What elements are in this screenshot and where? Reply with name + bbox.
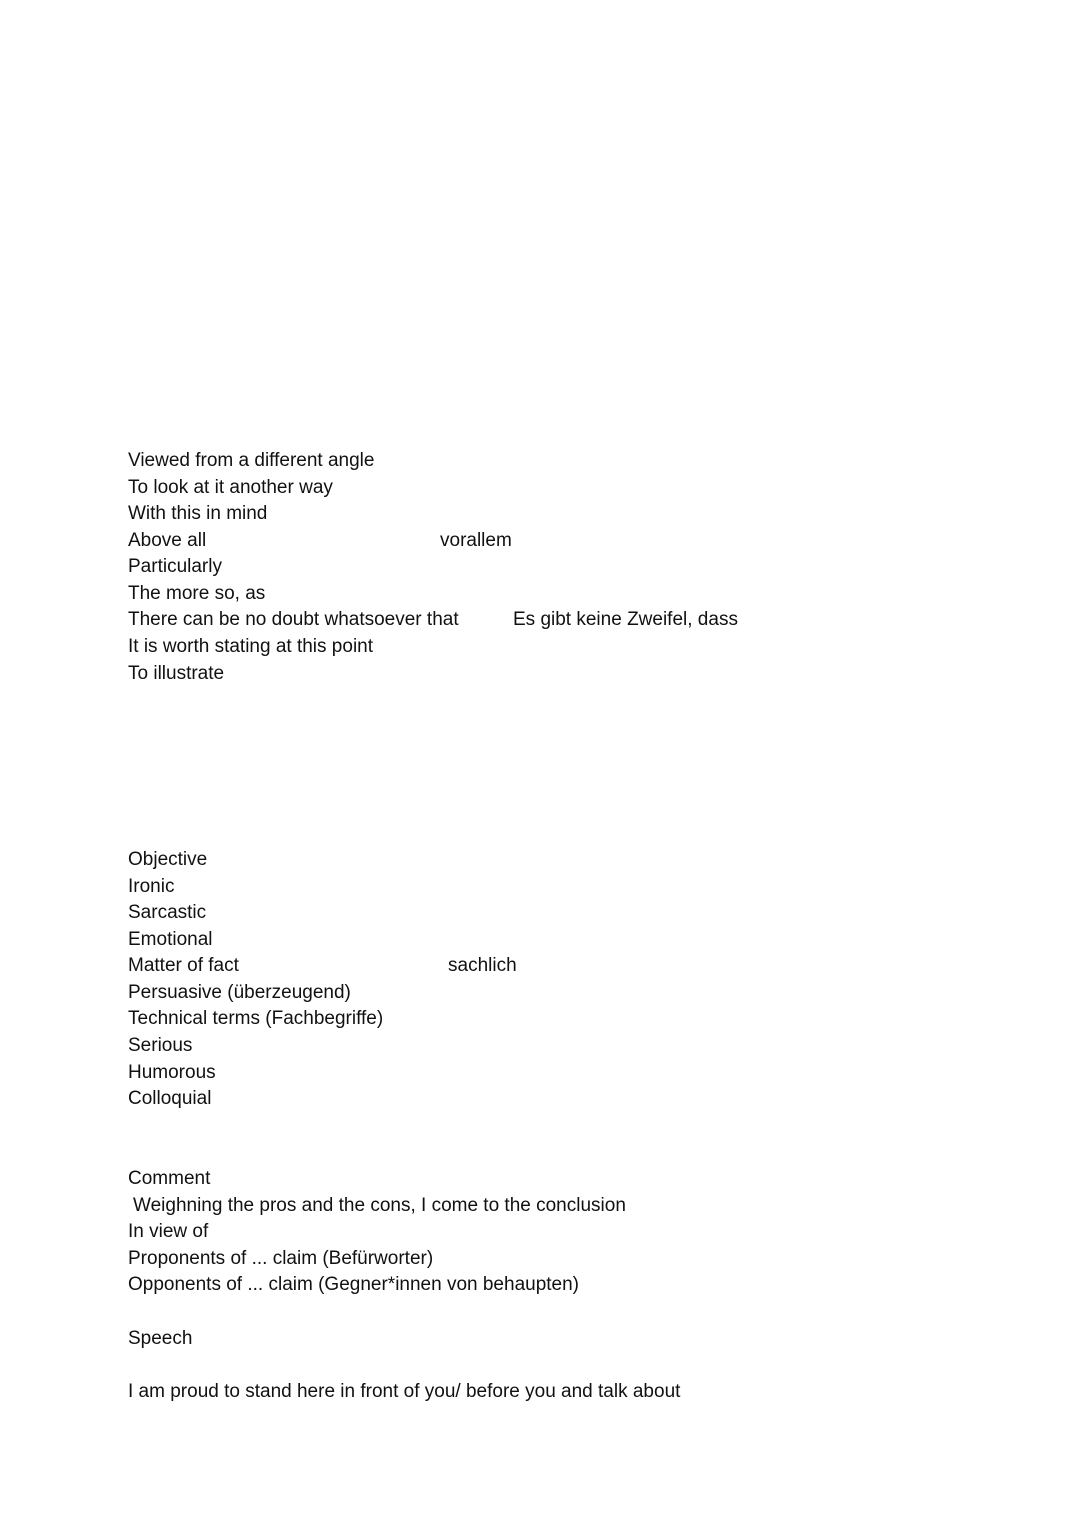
speech-heading: Speech	[128, 1328, 193, 1349]
comment-line: Proponents of ... claim (Befürworter)	[128, 1248, 434, 1269]
tone-line: Persuasive (überzeugend)	[128, 982, 351, 1003]
phrase-line: Viewed from a different angle	[128, 450, 375, 471]
phrase-line: To illustrate	[128, 663, 225, 684]
phrase-line: With this in mind	[128, 503, 268, 524]
comment-heading: Comment	[128, 1168, 211, 1189]
tone-line: Technical terms (Fachbegriffe)	[128, 1008, 384, 1029]
phrase-line: Above all	[128, 530, 207, 551]
phrase-line: Particularly	[128, 556, 222, 577]
translation-matter-of-fact: sachlich	[448, 955, 517, 976]
comment-line: Opponents of ... claim (Gegner*innen von behaupten)	[128, 1274, 580, 1295]
translation-above-all: vorallem	[440, 530, 512, 551]
speech-line: I am proud to stand here in front of you/ before you and talk about	[128, 1381, 681, 1402]
comment-line: Weighning the pros and the cons, I come to the conclusion	[133, 1195, 626, 1216]
phrase-line: The more so, as	[128, 583, 266, 604]
phrase-line: There can be no doubt whatsoever that	[128, 609, 459, 630]
comment-line: In view of	[128, 1221, 209, 1242]
tone-line: Ironic	[128, 876, 175, 897]
tone-line: Emotional	[128, 929, 213, 950]
translation-no-doubt: Es gibt keine Zweifel, dass	[513, 609, 738, 630]
phrase-line: To look at it another way	[128, 477, 333, 498]
tone-line: Colloquial	[128, 1088, 212, 1109]
tone-line: Humorous	[128, 1062, 216, 1083]
tone-line: Objective	[128, 849, 208, 870]
tone-line: Matter of fact	[128, 955, 239, 976]
tone-line: Sarcastic	[128, 902, 207, 923]
tone-line: Serious	[128, 1035, 193, 1056]
phrase-line: It is worth stating at this point	[128, 636, 374, 657]
